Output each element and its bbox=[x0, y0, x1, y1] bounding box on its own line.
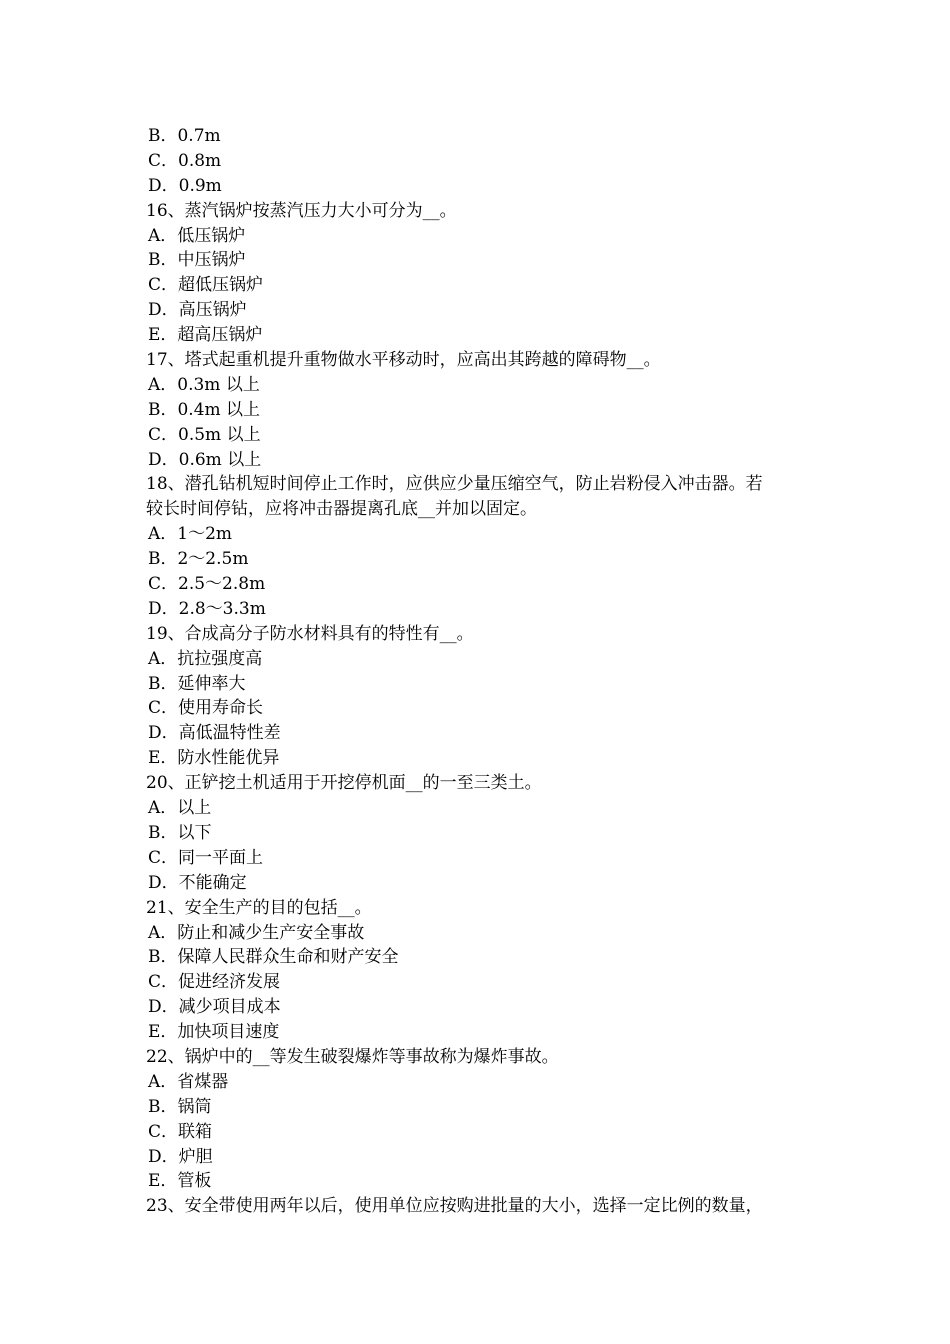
question-text: 19、合成高分子防水材料具有的特性有__。 bbox=[146, 623, 474, 644]
answer-option: C．超低压锅炉 bbox=[148, 275, 264, 296]
answer-option: E．管板 bbox=[148, 1171, 212, 1192]
question-text: 较长时间停钻，应将冲击器提离孔底__并加以固定。 bbox=[146, 499, 537, 520]
answer-option: A．以上 bbox=[148, 798, 212, 819]
answer-option: A．低压锅炉 bbox=[148, 225, 246, 246]
answer-option: C．2.5～2.8m bbox=[148, 574, 266, 595]
question-text: 21、安全生产的目的包括__。 bbox=[146, 897, 372, 918]
answer-option: C．同一平面上 bbox=[148, 847, 264, 868]
answer-option: A．防止和减少生产安全事故 bbox=[148, 922, 365, 943]
answer-option: B．延伸率大 bbox=[148, 673, 246, 694]
answer-option: D．高低温特性差 bbox=[148, 723, 281, 744]
answer-option: A．省煤器 bbox=[148, 1071, 229, 1092]
question-text: 18、潜孔钻机短时间停止工作时，应供应少量压缩空气，防止岩粉侵入冲击器。若 bbox=[146, 474, 763, 495]
question-text: 16、蒸汽锅炉按蒸汽压力大小可分为__。 bbox=[146, 200, 457, 221]
answer-option: A．0.3m 以上 bbox=[148, 374, 260, 395]
question-text: 20、正铲挖土机适用于开挖停机面__的一至三类土。 bbox=[146, 773, 542, 794]
answer-option: D．0.9m bbox=[148, 175, 222, 196]
answer-option: C．促进经济发展 bbox=[148, 972, 281, 993]
answer-option: E．防水性能优异 bbox=[148, 748, 280, 769]
answer-option: D．2.8～3.3m bbox=[148, 598, 266, 619]
answer-option: B．2～2.5m bbox=[148, 549, 249, 570]
document-body bbox=[146, 124, 811, 1219]
answer-option: D．高压锅炉 bbox=[148, 300, 247, 321]
answer-option: D．炉胆 bbox=[148, 1146, 213, 1167]
answer-option: B．锅筒 bbox=[148, 1096, 212, 1117]
answer-option: C．使用寿命长 bbox=[148, 698, 264, 719]
question-text: 23、安全带使用两年以后，使用单位应按购进批量的大小，选择一定比例的数量， bbox=[146, 1196, 763, 1217]
answer-option: D．0.6m 以上 bbox=[148, 449, 262, 470]
answer-option: A．抗拉强度高 bbox=[148, 648, 263, 669]
answer-option: B．0.7m bbox=[148, 126, 221, 146]
answer-option: A．1～2m bbox=[148, 524, 233, 545]
answer-option: C．0.8m bbox=[148, 150, 222, 171]
answer-option: E．超高压锅炉 bbox=[148, 325, 263, 346]
answer-option: B．保障人民群众生命和财产安全 bbox=[148, 947, 399, 968]
question-text: 17、塔式起重机提升重物做水平移动时，应高出其跨越的障碍物__。 bbox=[146, 350, 661, 371]
answer-option: E．加快项目速度 bbox=[148, 1022, 280, 1043]
answer-option: D．减少项目成本 bbox=[148, 997, 281, 1018]
answer-option: B．0.4m 以上 bbox=[148, 399, 261, 420]
answer-option: B．中压锅炉 bbox=[148, 250, 246, 271]
answer-option: C．联箱 bbox=[148, 1121, 213, 1142]
answer-option: B．以下 bbox=[148, 822, 212, 843]
answer-option: D．不能确定 bbox=[148, 872, 247, 893]
answer-option: C．0.5m 以上 bbox=[148, 424, 261, 445]
question-text: 22、锅炉中的__等发生破裂爆炸等事故称为爆炸事故。 bbox=[146, 1046, 559, 1067]
